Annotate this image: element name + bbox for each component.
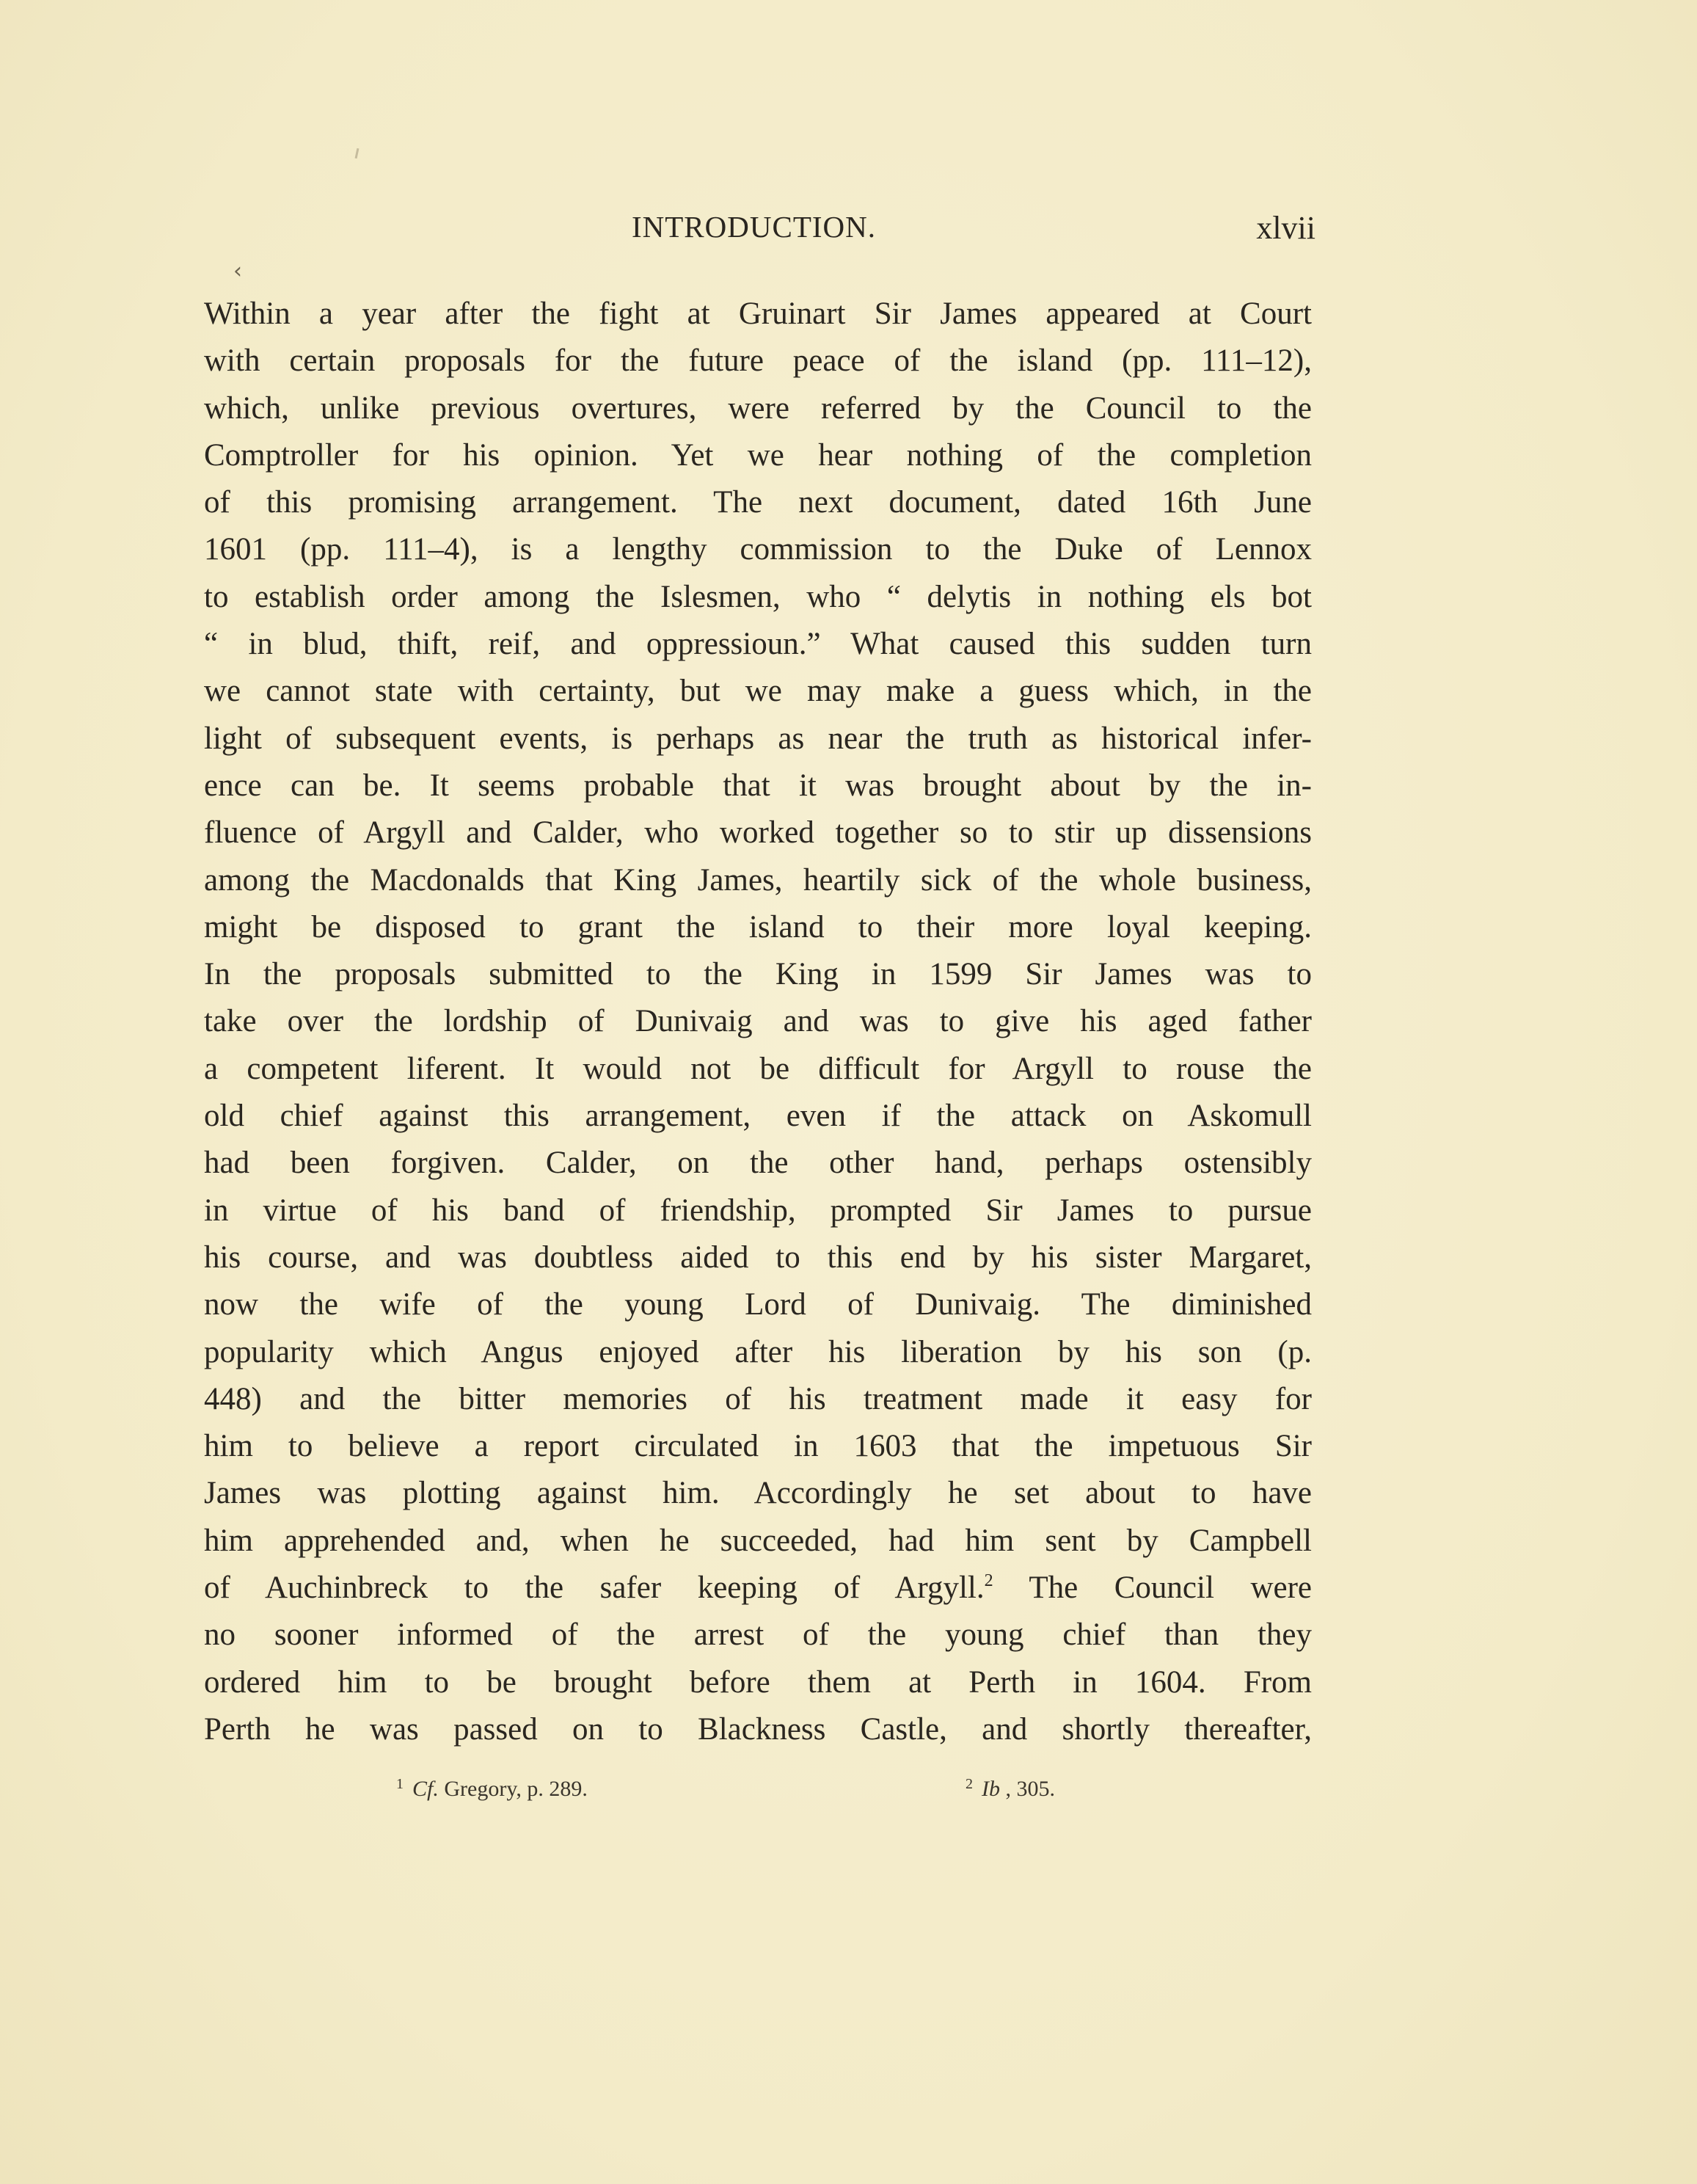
text-line: old chief against this arrangement, even if the attack on Askomull	[204, 1099, 1312, 1134]
text-line: now the wife of the young Lord of Dunivaig. The diminished	[204, 1287, 1312, 1322]
text-line: light of subsequent events, is perhaps as near the truth as historical infer-	[204, 721, 1312, 756]
text-line: which, unlike previous overtures, were referred by the Council to the	[204, 390, 1312, 426]
text-segment: of Auchinbreck to the safer keeping of Argyll.	[204, 1570, 985, 1606]
body-text	[204, 291, 1312, 1753]
ink-tick-mark	[355, 148, 360, 159]
text-line: 1601 (pp. 111–4), is a lengthy commission to the Duke of Lennox	[204, 532, 1312, 567]
text-line: take over the lordship of Dunivaig and was to give his aged father	[204, 1004, 1312, 1039]
text-line: a competent liferent. It would not be difficult for Argyll to rouse the	[204, 1051, 1312, 1086]
text-line: Perth he was passed on to Blackness Castle, and shortly thereafter,	[204, 1711, 1312, 1747]
text-line: had been forgiven. Calder, on the other hand, perhaps ostensibly	[204, 1146, 1312, 1181]
text-line: his course, and was doubtless aided to this end by his sister Margaret,	[204, 1240, 1312, 1275]
text-line: with certain proposals for the future peace of the island (pp. 111–12),	[204, 343, 1312, 379]
text-line: ence can be. It seems probable that it was brought about by the in-	[204, 768, 1312, 803]
text-line: we cannot state with certainty, but we may make a guess which, in the	[204, 674, 1312, 709]
text-line: no sooner informed of the arrest of the young chief than they	[204, 1617, 1312, 1653]
footnote-1	[396, 1776, 588, 1802]
text-segment: The Council were	[993, 1570, 1312, 1606]
text-line: 448) and the bitter memories of his treatment made it easy for	[204, 1381, 1312, 1416]
text-line: popularity which Angus enjoyed after his liberation by his son (p.	[204, 1334, 1312, 1369]
page-header	[204, 209, 1315, 253]
footnote-2-ib: Ib	[982, 1777, 1000, 1801]
text-line: among the Macdonalds that King James, heartily sick of the whole business,	[204, 862, 1312, 898]
page-number: xlvii	[1256, 210, 1315, 246]
text-line: ordered him to be brought before them at Perth in 1604. From	[204, 1664, 1312, 1700]
footnote-1-text: Gregory, p. 289.	[438, 1777, 588, 1801]
pencil-caret-mark: ‹	[233, 258, 242, 284]
text-line: him to believe a report circulated in 1603 that the impetuous Sir	[204, 1429, 1312, 1464]
footnote-2-text: , 305.	[1000, 1777, 1055, 1801]
text-line: of this promising arrangement. The next document, dated 16th June	[204, 485, 1312, 520]
text-line: him apprehended and, when he succeeded, had him sent by Campbell	[204, 1523, 1312, 1558]
text-line: Within a year after the fight at Gruinart Sir James appeared at Court	[204, 296, 1312, 331]
text-line: Comptroller for his opinion. Yet we hear nothing of the completion	[204, 437, 1312, 473]
footnote-2-mark: 2	[966, 1776, 973, 1792]
text-line: fluence of Argyll and Calder, who worked together so to stir up dissensions	[204, 815, 1312, 851]
text-line: “ in blud, thift, reif, and oppressioun.” What caused this sudden turn	[204, 627, 1312, 662]
text-line: might be disposed to grant the island to their more loyal keeping.	[204, 909, 1312, 944]
running-title: INTRODUCTION.	[632, 210, 876, 244]
text-line: In the proposals submitted to the King in 1599 Sir James was to	[204, 957, 1312, 992]
footnotes	[396, 1776, 1130, 1805]
text-line: in virtue of his band of friendship, prompted Sir James to pursue	[204, 1193, 1312, 1228]
footnote-ref-2: 2	[984, 1571, 993, 1591]
text-line: James was plotting against him. Accordingly he set about to have	[204, 1476, 1312, 1511]
footnote-1-cf: Cf.	[412, 1777, 439, 1801]
footnote-2	[966, 1776, 1055, 1802]
text-line-with-footnote-ref	[204, 1565, 1312, 1612]
footnote-1-mark: 1	[396, 1776, 404, 1792]
text-line: to establish order among the Islesmen, who “ delytis in nothing els bot	[204, 579, 1312, 614]
